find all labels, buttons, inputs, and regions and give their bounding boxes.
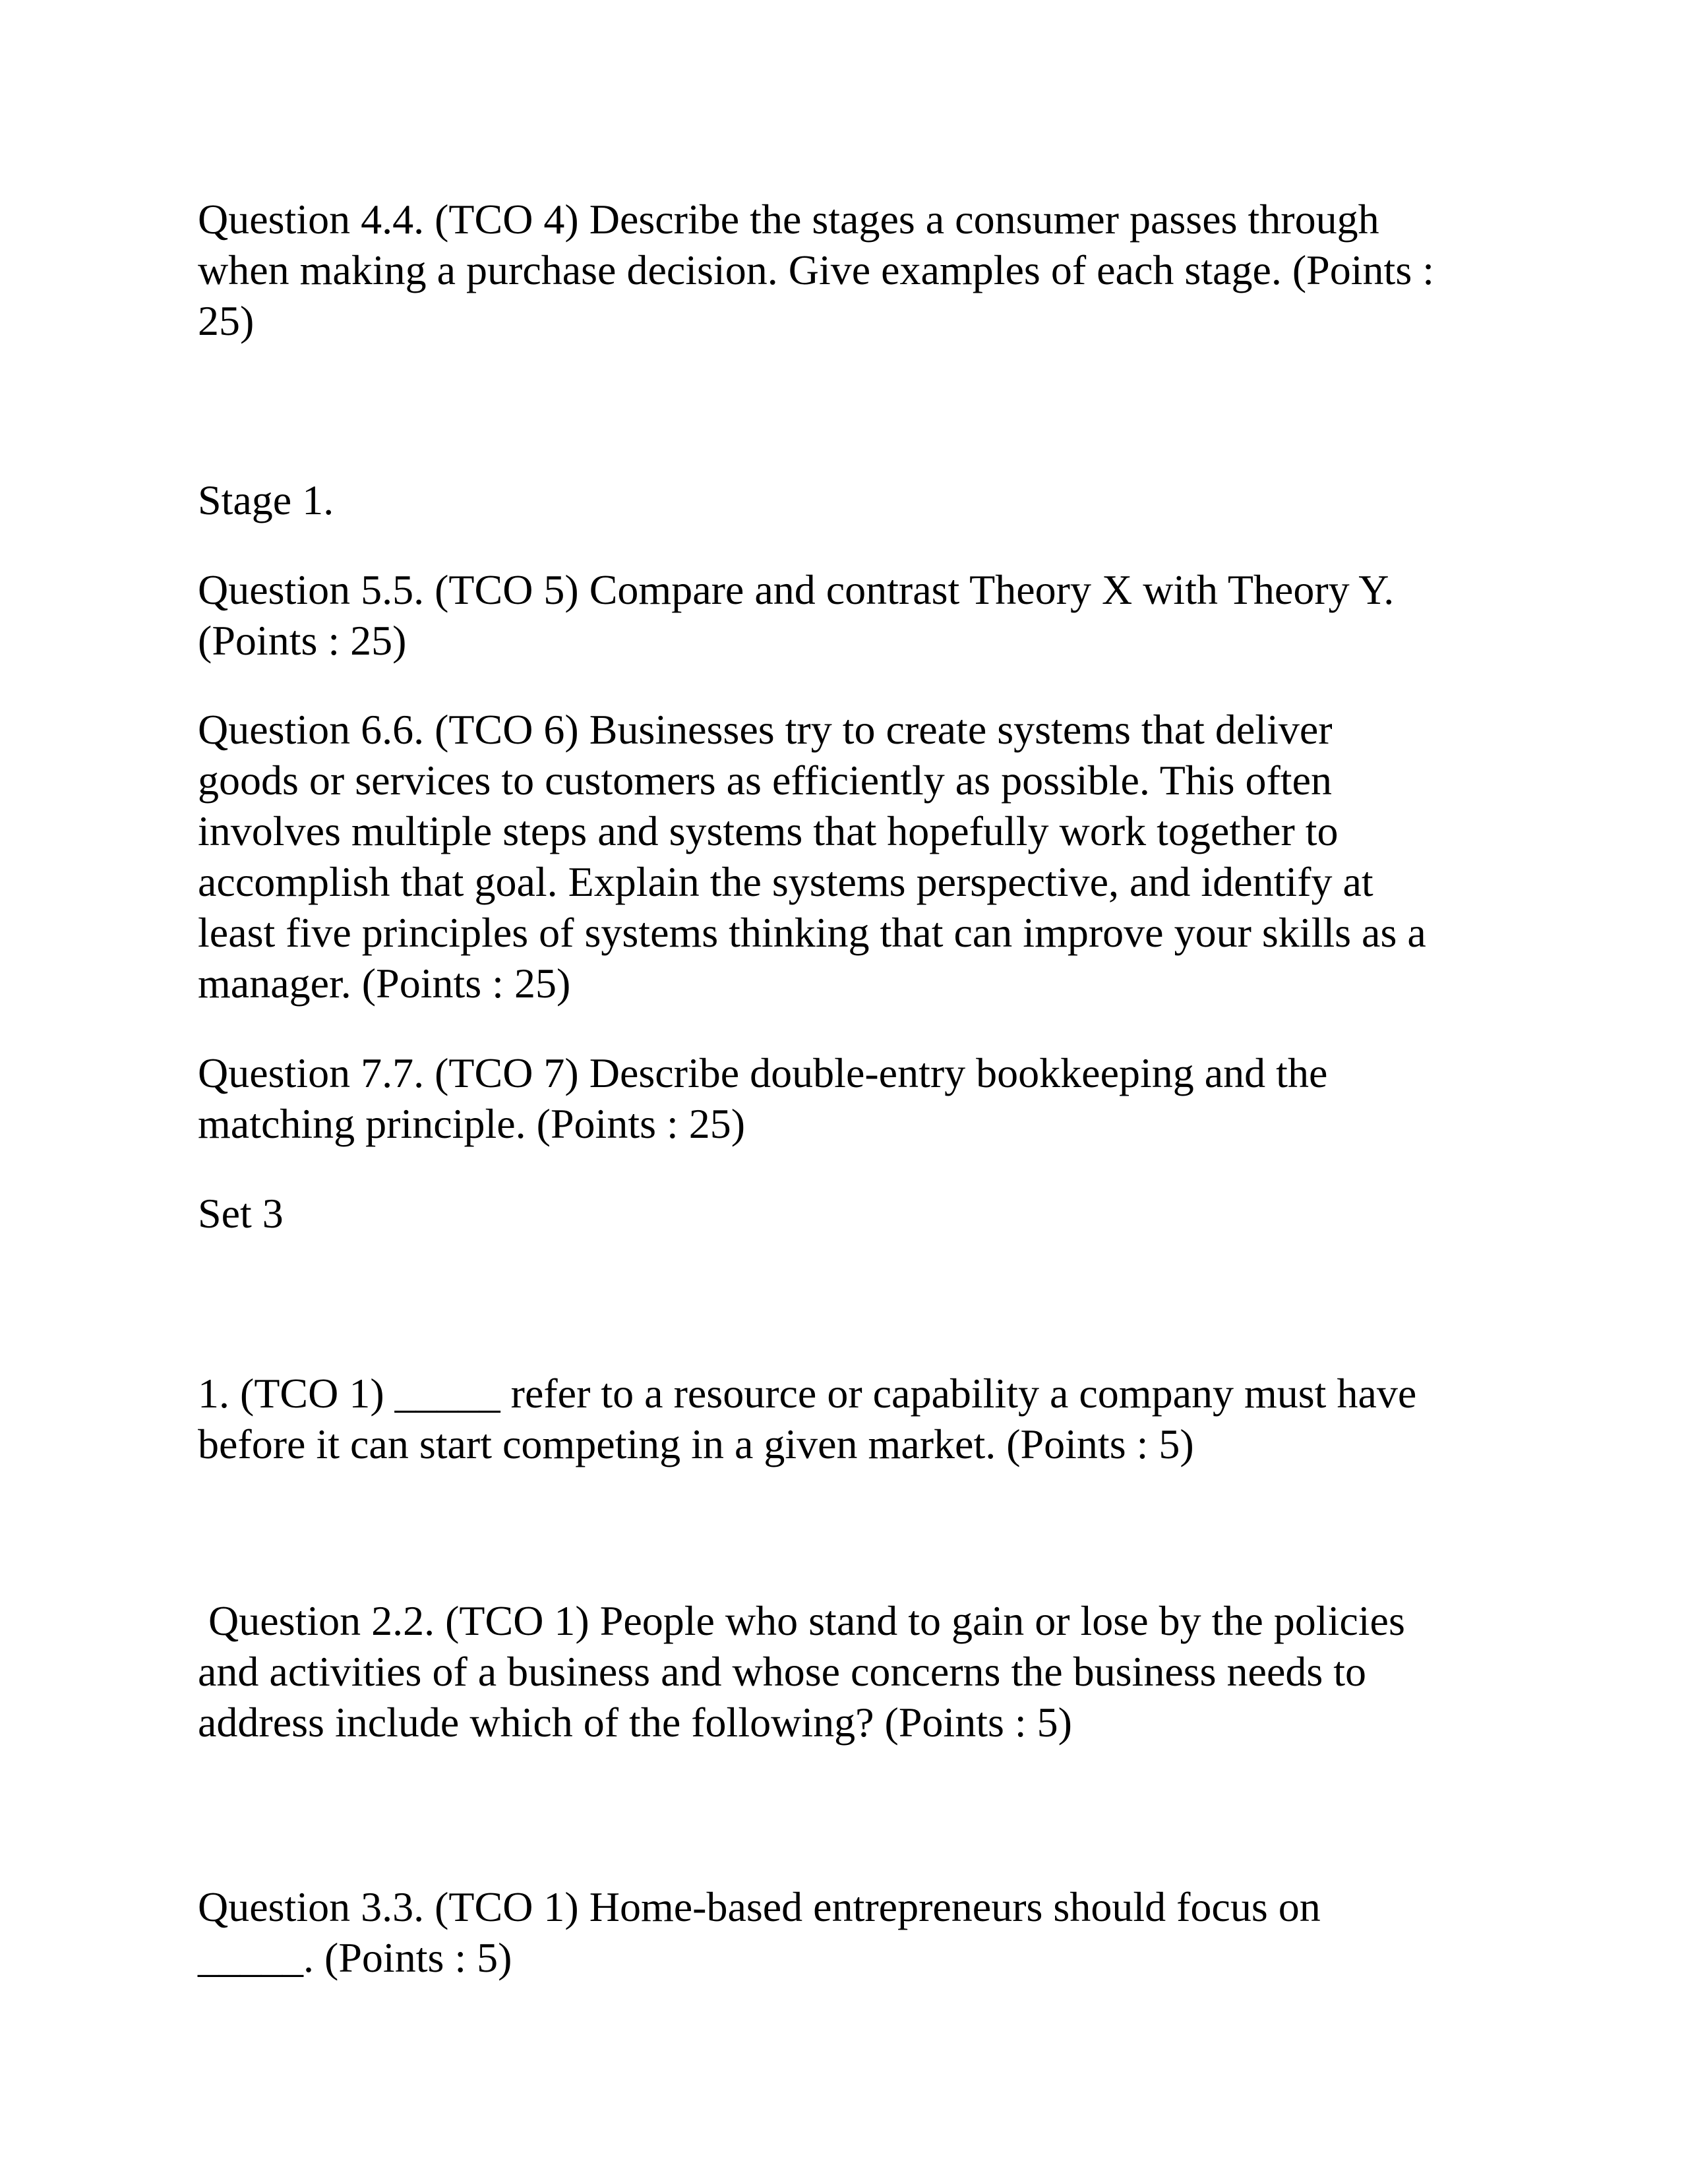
question-6-6-line-6: manager. (Points : 25) — [198, 960, 571, 1007]
question-5-5-line-2: (Points : 25) — [198, 617, 407, 664]
question-4-4-line-1: Question 4.4. (TCO 4) Describe the stages a consumer passes through — [198, 196, 1379, 243]
set3-question-1-line-1: 1. (TCO 1) _____ refer to a resource or capability a company must have — [198, 1370, 1417, 1417]
question-5-5-line-1: Question 5.5. (TCO 5) Compare and contrast Theory X with Theory Y. — [198, 566, 1395, 613]
set3-question-2-line-1: Question 2.2. (TCO 1) People who stand to gain or lose by the policies — [198, 1597, 1405, 1644]
set3-question-1-line-2: before it can start competing in a given market. (Points : 5) — [198, 1421, 1194, 1467]
set-heading: Set 3 — [198, 1190, 284, 1237]
question-7-7-line-1: Question 7.7. (TCO 7) Describe double-entry bookkeeping and the — [198, 1049, 1328, 1096]
question-6-6-line-5: least five principles of systems thinking that can improve your skills as a — [198, 909, 1426, 956]
question-6-6-line-3: involves multiple steps and systems that hopefully work together to — [198, 808, 1339, 854]
question-6-6-line-1: Question 6.6. (TCO 6) Businesses try to create systems that deliver — [198, 706, 1333, 753]
set3-question-3-line-2: _____. (Points : 5) — [198, 1934, 512, 1981]
set3-question-2-line-3: address include which of the following? (Points : 5) — [198, 1699, 1072, 1746]
set3-question-3-line-1: Question 3.3. (TCO 1) Home-based entrepreneurs should focus on — [198, 1883, 1321, 1930]
question-6-6-line-4: accomplish that goal. Explain the systems perspective, and identify at — [198, 858, 1373, 905]
stage-note: Stage 1. — [198, 477, 334, 523]
question-6-6-line-2: goods or services to customers as efficiently as possible. This often — [198, 757, 1332, 804]
question-4-4-line-3: 25) — [198, 297, 255, 344]
set3-question-2-line-2: and activities of a business and whose concerns the business needs to — [198, 1648, 1367, 1695]
question-7-7-line-2: matching principle. (Points : 25) — [198, 1100, 746, 1147]
question-4-4-line-2: when making a purchase decision. Give examples of each stage. (Points : — [198, 247, 1434, 293]
